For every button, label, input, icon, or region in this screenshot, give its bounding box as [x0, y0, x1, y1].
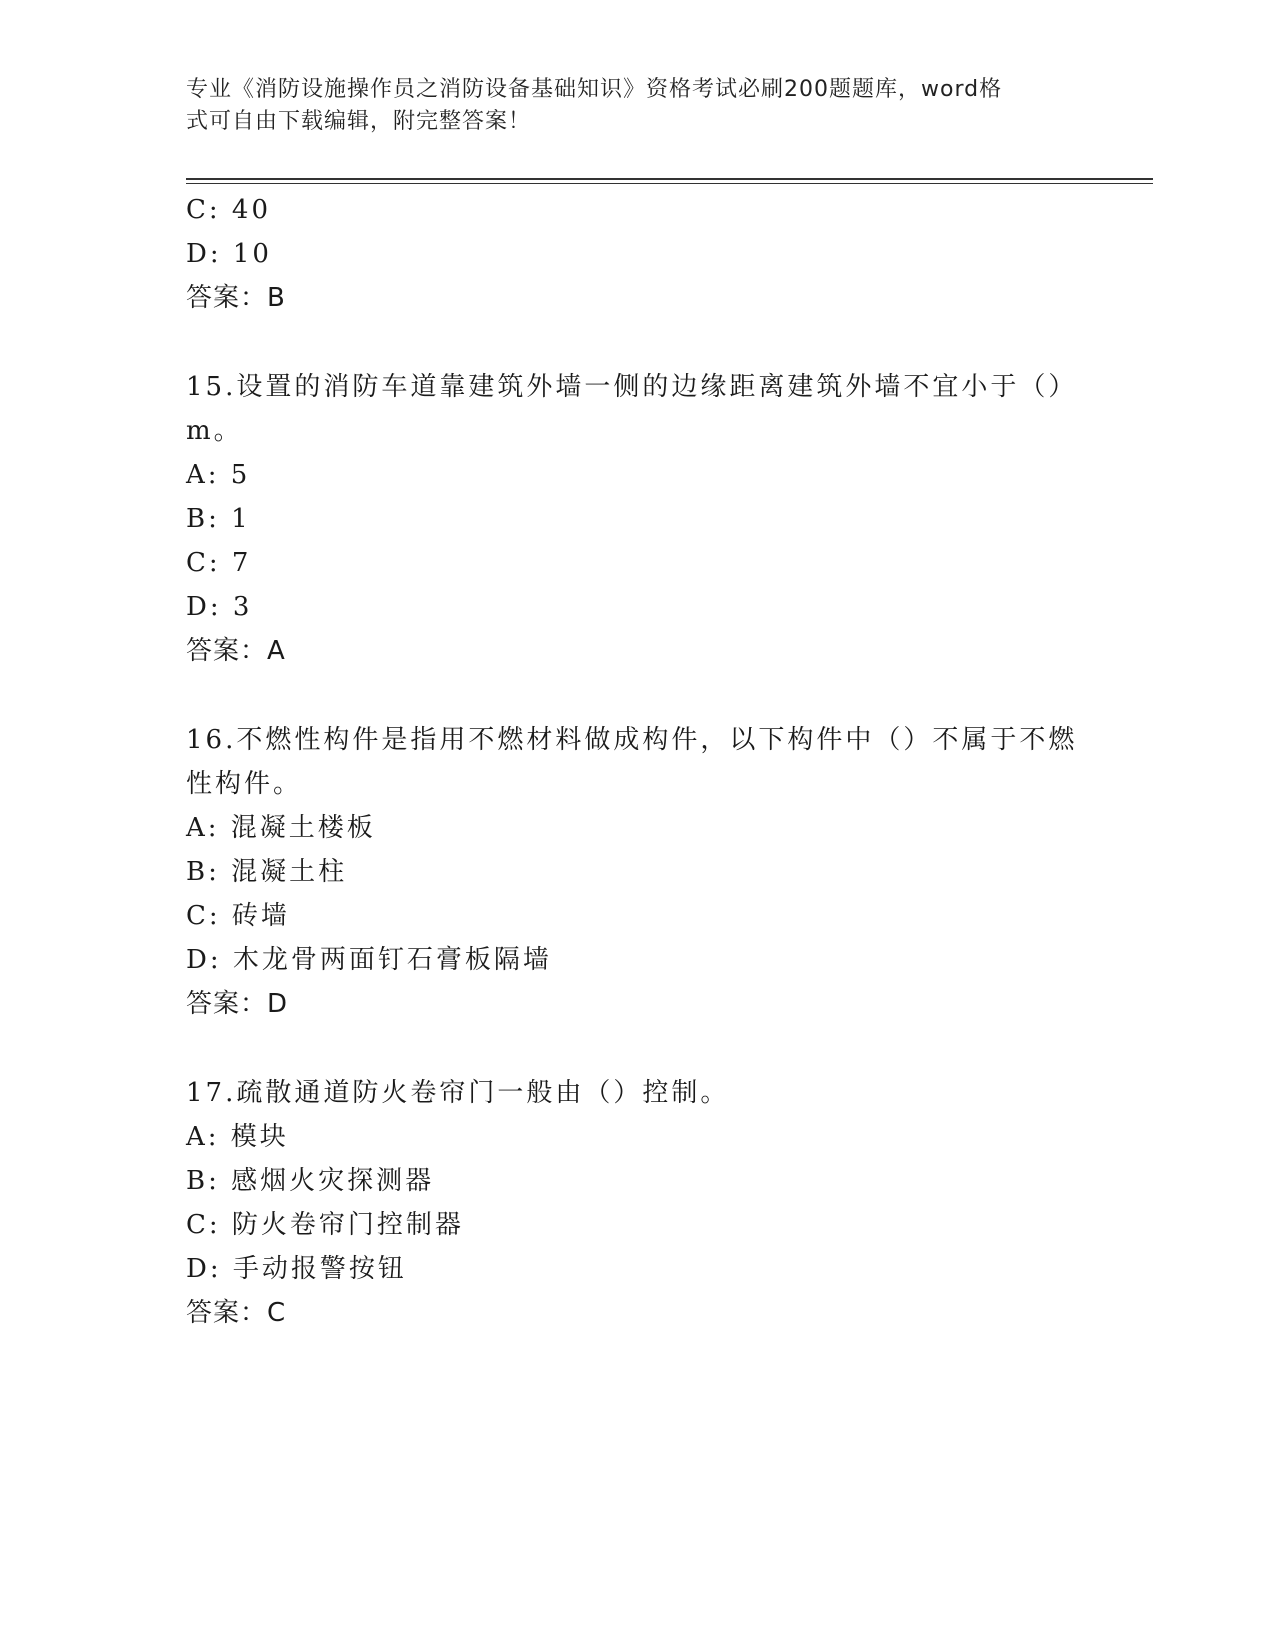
- q17-option-c: C: 防火卷帘门控制器: [186, 1210, 464, 1240]
- q16-option-d: D: 木龙骨两面钉石膏板隔墙: [186, 945, 552, 975]
- document-header: [186, 74, 1066, 138]
- q16-option-b: B: 混凝土柱: [186, 857, 348, 887]
- q15-stem-line-2: m。: [186, 416, 243, 446]
- q16-stem-line-1: 16.不燃性构件是指用不燃材料做成构件，以下构件中（）不属于不燃: [186, 725, 1078, 755]
- prev-answer: 答案：B: [186, 283, 286, 313]
- q17-option-b: B: 感烟火灾探测器: [186, 1166, 435, 1196]
- prev-option-c: C: 40: [186, 195, 272, 225]
- q17-answer: 答案：C: [186, 1298, 287, 1328]
- q15-stem-line-1: 15.设置的消防车道靠建筑外墙一侧的边缘距离建筑外墙不宜小于（）: [186, 372, 1078, 402]
- q17-stem: 17.疏散通道防火卷帘门一般由（）控制。: [186, 1078, 730, 1108]
- q15-option-d: D: 3: [186, 592, 253, 622]
- q16-answer: 答案：D: [186, 989, 289, 1019]
- q15-option-a: A: 5: [186, 460, 251, 490]
- q15-option-c: C: 7: [186, 548, 252, 578]
- q16-stem-line-2: 性构件。: [186, 769, 303, 799]
- q16-option-c: C: 砖墙: [186, 901, 290, 931]
- q17-option-d: D: 手动报警按钮: [186, 1254, 407, 1284]
- prev-option-d: D: 10: [186, 239, 272, 269]
- q15-answer: 答案：A: [186, 636, 286, 666]
- header-divider-thick: [186, 178, 1153, 180]
- q16-option-a: A: 混凝土楼板: [186, 813, 376, 843]
- header-line-1: 专业《消防设施操作员之消防设备基础知识》资格考试必刷200题题库，word格: [186, 77, 1003, 102]
- header-divider-thin: [186, 183, 1153, 184]
- header-line-2: 式可自由下载编辑，附完整答案！: [186, 109, 532, 134]
- q17-option-a: A: 模块: [186, 1122, 289, 1152]
- q15-option-b: B: 1: [186, 504, 251, 534]
